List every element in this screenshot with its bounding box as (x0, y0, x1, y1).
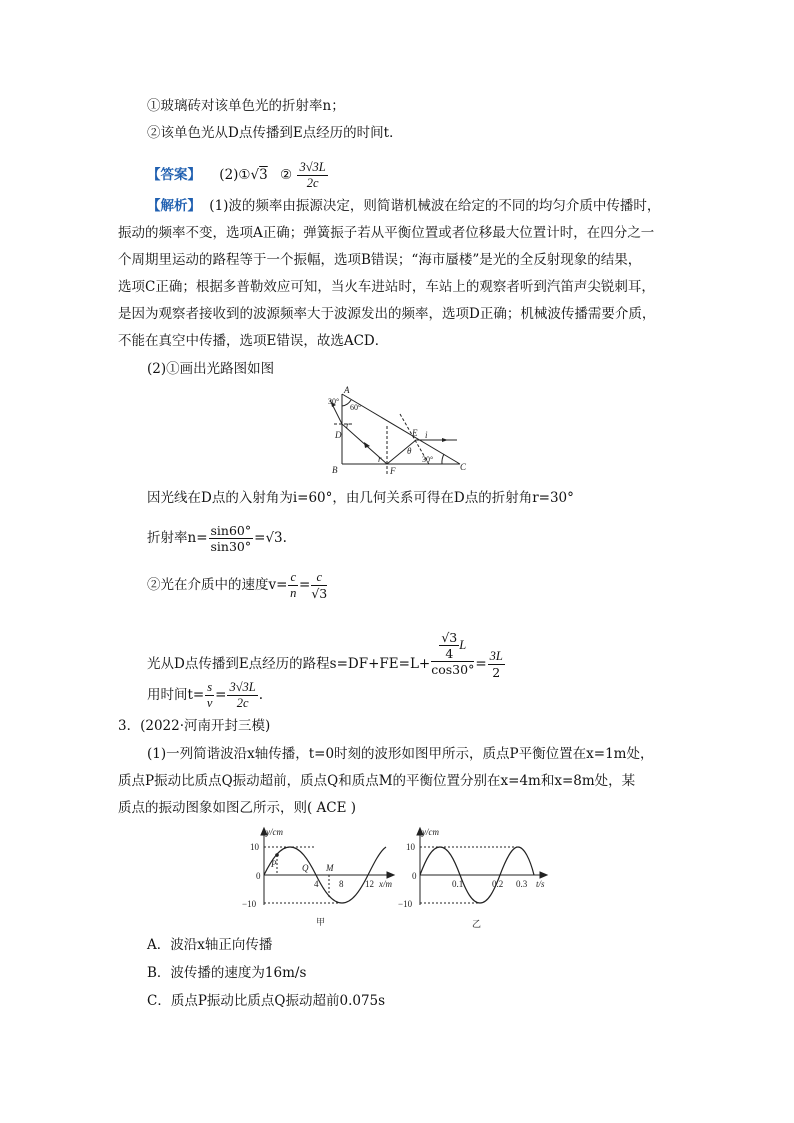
analysis-line-2: 振动的频率不变，选项A正确；弹簧振子若从平衡位置或者位移最大位置计时，在四分之一 (118, 225, 655, 241)
path-length-formula: 光从D点传播到E点经历的路程s=DF+FE=L+ $\frac{√3}{4}$ L cos30° = $\frac{3L}{2}$ (147, 630, 503, 680)
analysis-step1: (2)①画出光路图如图 (147, 361, 275, 377)
label-E: E (412, 428, 418, 438)
yi-ylabel: y/cm (422, 827, 439, 837)
label-F: F (390, 466, 396, 476)
refractive-index-formula: 折射率n= $\frac{\sin 60^\circ}{\sin 30^\circ}$ =√3. (147, 523, 287, 554)
yi-xtick-03: 0.3 (516, 879, 528, 889)
jia-ytick-0: 0 (256, 871, 261, 881)
label-D: D (335, 430, 342, 440)
speed-formula: ②光在介质中的速度v= $\frac{c}{n}$ = $\frac{c}{√3}$ (147, 570, 328, 601)
jia-ytick-neg10: −10 (242, 899, 257, 909)
jia-xtick-4: 4 (314, 879, 319, 889)
time-formula: 用时间t= $\frac{s}{v}$ = $\frac{3√3L}{2c}$ . (147, 680, 264, 710)
prism-diagram (322, 386, 472, 476)
option-C: C．质点P振动比质点Q振动超前0.075s (147, 993, 386, 1009)
option-A: A．波沿x轴正向传播 (147, 937, 273, 953)
label-A: A (344, 386, 350, 395)
label-B: B (332, 465, 338, 475)
yi-caption: 乙 (472, 919, 482, 929)
answer-sqrt-value: 3 (259, 167, 268, 183)
yi-ytick-10: 10 (406, 842, 415, 852)
answer-part1: (2)① (219, 167, 251, 183)
analysis-step2: 因光线在D点的入射角为i=60°，由几何关系可得在D点的折射角r=30° (147, 490, 574, 506)
q3-line-1: (1)一列简谐波沿x轴传播，t=0时刻的波形如图甲所示，质点P平衡位置在x=1m处， (147, 746, 654, 762)
label-30deg-c: 30° (422, 455, 434, 464)
question-item-1: ①玻璃砖对该单色光的折射率n； (147, 98, 345, 114)
yi-xlabel: t/s (536, 879, 545, 889)
answer-part2: ② (280, 167, 293, 183)
q3-line-2: 质点P振动比质点Q振动超前，质点Q和质点M的平衡位置分别在x=4m和x=8m处，某 (118, 773, 636, 789)
wave-graph-jia (240, 825, 400, 929)
analysis-line-4: 选项C正确；根据多普勒效应可知，当火车进站时，车站上的观察者听到汽笛声尖锐刺耳， (118, 279, 655, 295)
question-item-2: ②该单色光从D点传播到E点经历的时间t． (147, 125, 403, 141)
analysis-line-5: 是因为观察者接收到的波源频率大于波源发出的频率，选项D正确；机械波传播需要介质， (118, 306, 656, 322)
analysis-line-1: 【解析】 (1)波的频率由振源决定，则简谐机械波在给定的不同的均匀介质中传播时， (147, 198, 661, 214)
label-r2: r (378, 454, 382, 464)
sqrt-sign: √ (250, 167, 260, 183)
answer-fraction: $\frac{3√3L}{2c}$ (299, 160, 326, 190)
q3-line-3: 质点的振动图象如图乙所示，则( ACE ) (118, 800, 357, 816)
option-B: B．波传播的速度为16m/s (147, 965, 307, 981)
jia-point-P: P (271, 859, 277, 869)
jia-xtick-8: 8 (339, 879, 344, 889)
jia-xtick-12: 12 (365, 879, 374, 889)
label-r: r (346, 420, 350, 430)
vibration-graph-yi (398, 825, 558, 935)
label-theta: θ (407, 446, 412, 456)
answer-line (147, 160, 329, 191)
label-30deg: 30° (328, 397, 340, 406)
jia-caption: 甲 (316, 917, 326, 927)
jia-xlabel: x/m (379, 879, 392, 889)
jia-point-M: M (326, 863, 334, 873)
label-i: i (425, 430, 428, 440)
label-C: C (460, 462, 467, 472)
jia-ytick-10: 10 (250, 842, 259, 852)
yi-xtick-02: 0.2 (492, 879, 504, 889)
yi-xtick-01: 0.1 (452, 879, 464, 889)
analysis-line-6: 不能在真空中传播，选项E错误，故选ACD． (118, 333, 389, 349)
yi-ytick-0: 0 (412, 871, 417, 881)
jia-ylabel: y/cm (266, 827, 283, 837)
jia-point-Q: Q (302, 863, 309, 873)
analysis-tag: 【解析】 (147, 198, 201, 214)
yi-ytick-neg10: −10 (398, 899, 413, 909)
label-60deg: 60° (350, 403, 362, 412)
analysis-line-3: 个周期里运动的路程等于一个振幅，选项B错误；“海市蜃楼”是光的全反射现象的结果， (118, 252, 642, 268)
q3-header: 3．(2022·河南开封三模) (118, 718, 271, 734)
answer-tag: 【答案】 (147, 167, 201, 183)
